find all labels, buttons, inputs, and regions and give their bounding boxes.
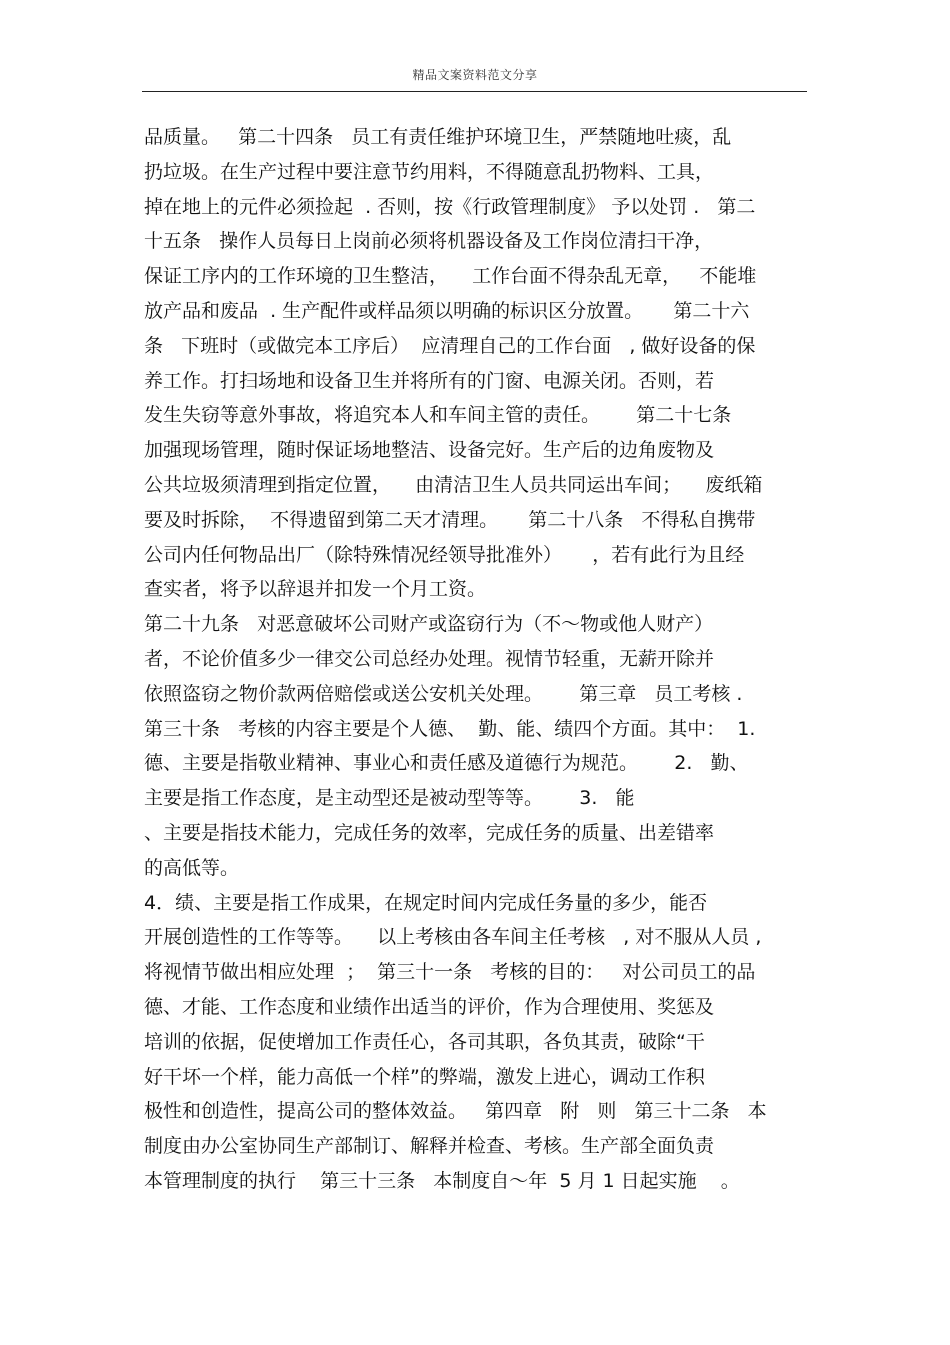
text-line: 本管理制度的执行 第三十三条 本制度自～年 5 月 1 日起实施 。 xyxy=(144,1169,740,1192)
text-line: 德、才能、工作态度和业绩作出适当的评价，作为合理使用、奖惩及 xyxy=(144,995,715,1018)
text-line: 制度由办公室协同生产部制订、解释并检查、考核。生产部全面负责 xyxy=(144,1135,715,1158)
text-line: 保证工序内的工作环境的卫生整洁， 工作台面不得杂乱无章， 不能堆 xyxy=(144,265,757,288)
text-line: 要及时拆除， 不得遗留到第二天才清理。 第二十八条 不得私自携带 xyxy=(144,508,756,531)
text-line: 好干坏一个样，能力高低一个样”的弊端，激发上进心，调动工作积 xyxy=(144,1065,705,1088)
page-header: 精品文案资料范文分享 xyxy=(412,68,538,82)
document-body xyxy=(144,120,824,1199)
text-line: 4．绩、主要是指工作成果，在规定时间内完成任务量的多少，能否 xyxy=(144,891,708,914)
text-line: 的高低等。 xyxy=(144,856,240,879)
text-line: 依照盗窃之物价款两倍赔偿或送公安机关处理。 第三章 员工考核 . xyxy=(144,682,743,705)
text-line: 培训的依据，促使增加工作责任心，各司其职，各负其责，破除“干 xyxy=(144,1030,705,1053)
text-line: 条 下班时（或做完本工序后） 应清理自己的工作台面 , 做好设备的保 xyxy=(144,334,756,357)
text-line: 养工作。打扫场地和设备卫生并将所有的门窗、电源关闭。否则，若 xyxy=(144,369,715,392)
text-line: 、主要是指技术能力，完成任务的效率，完成任务的质量、出差错率 xyxy=(144,821,715,844)
text-line: 公司内任何物品出厂（除特殊情况经领导批准外） ，若有此行为且经 xyxy=(144,543,745,566)
text-line: 开展创造性的工作等等。 以上考核由各车间主任考核 , 对不服从人员 , xyxy=(144,926,762,949)
text-line: 十五条 操作人员每日上岗前必须将机器设备及工作岗位清扫干净， xyxy=(144,230,714,253)
header-divider xyxy=(142,91,807,92)
text-line: 将视情节做出相应处理 ； 第三十一条 考核的目的： 对公司员工的品 xyxy=(144,961,756,984)
text-line: 扔垃圾。在生产过程中要注意节约用料，不得随意乱扔物料、工具， xyxy=(144,160,715,183)
text-line: 第二十九条 对恶意破坏公司财产或盗窃行为（不～物或他人财产） xyxy=(144,613,714,636)
text-line: 查实者，将予以辞退并扣发一个月工资。 xyxy=(144,578,487,601)
text-line: 发生失窃等意外事故，将追究本人和车间主管的责任。 第二十七条 xyxy=(144,404,732,427)
text-line: 主要是指工作态度，是主动型还是被动型等等。 3. 能 xyxy=(144,787,635,810)
text-line: 放产品和废品 . 生产配件或样品须以明确的标识区分放置。 第二十六 xyxy=(144,299,750,322)
text-line: 加强现场管理，随时保证场地整洁、设备完好。生产后的边角废物及 xyxy=(144,439,715,462)
text-line: 品质量。 第二十四条 员工有责任维护环境卫生，严禁随地吐痰，乱 xyxy=(144,126,732,148)
text-line: 第三十条 考核的内容主要是个人德、 勤、能、绩四个方面。其中： 1. xyxy=(144,717,756,740)
text-line: 公共垃圾须清理到指定位置， 由清洁卫生人员共同运出车间； 废纸箱 xyxy=(144,473,763,496)
text-line: 德、主要是指敬业精神、事业心和责任感及道德行为规范。 2. 勤、 xyxy=(144,752,749,775)
text-line: 者，不论价值多少一律交公司总经办处理。视情节轻重，无薪开除并 xyxy=(144,647,715,670)
text-line: 极性和创造性，提高公司的整体效益。 第四章 附 则 第三十二条 本 xyxy=(144,1100,767,1123)
text-line: 掉在地上的元件必须捡起 . 否则，按《行政管理制度》 予以处罚 . 第二 xyxy=(144,195,756,218)
